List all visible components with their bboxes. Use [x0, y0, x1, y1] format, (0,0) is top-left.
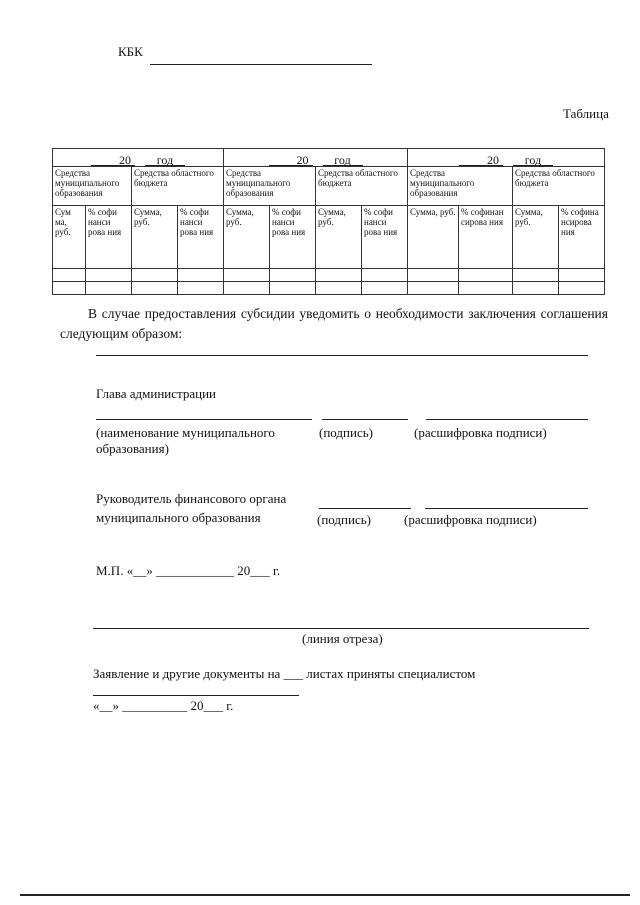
source-cell: Средства муниципального образования [408, 167, 513, 206]
table-cell[interactable] [408, 282, 459, 295]
table-cell[interactable] [459, 269, 513, 282]
head-admin-caption-name: (наименование муниципального образования) [96, 425, 275, 456]
notice-answer-field[interactable] [96, 355, 588, 356]
table-cell[interactable] [53, 282, 86, 295]
table-cell[interactable] [178, 269, 224, 282]
table-cell[interactable] [270, 282, 316, 295]
source-cell: Средства областного бюджета [316, 167, 408, 206]
cut-line-label: (линия отреза) [302, 631, 383, 646]
head-admin-decode-field[interactable] [426, 419, 588, 420]
source-cell: Средства областного бюджета [513, 167, 605, 206]
subheader-cell: % софи нанси рова ния [270, 206, 316, 269]
received-date: «__» __________ 20___ г. [93, 698, 234, 713]
subheader-cell: % софи нанси рова ния [362, 206, 408, 269]
source-cell: Средства муниципального образования [224, 167, 316, 206]
table-cell[interactable] [362, 269, 408, 282]
data-row [53, 269, 605, 282]
table-cell[interactable] [362, 282, 408, 295]
head-admin-name-field[interactable] [96, 419, 312, 420]
subheader-cell: Сумма, руб. [132, 206, 178, 269]
table-cell[interactable] [408, 269, 459, 282]
received-text: Заявление и другие документы на ___ листах приняты специалистом [93, 666, 476, 681]
source-cell: Средства муниципального образования [53, 167, 132, 206]
table-cell[interactable] [316, 282, 362, 295]
head-admin-caption-sign: (подпись) [319, 425, 373, 440]
table-cell[interactable] [559, 269, 605, 282]
table-cell[interactable] [86, 269, 132, 282]
year-cell-2: 20 год [224, 149, 408, 167]
subheader-cell: Сум ма, руб. [53, 206, 86, 269]
source-cell: Средства областного бюджета [132, 167, 224, 206]
table-cell[interactable] [316, 269, 362, 282]
cut-line [93, 628, 589, 629]
kbk-field[interactable] [150, 64, 372, 65]
table-cell[interactable] [224, 282, 270, 295]
head-admin-title: Глава администрации [96, 386, 217, 401]
year-cell-3: 20 год [408, 149, 605, 167]
specialist-field[interactable] [93, 695, 299, 696]
finance-head-caption-decode: (расшифровка подписи) [404, 512, 537, 527]
table-cell[interactable] [224, 269, 270, 282]
footer-rule [20, 894, 630, 896]
subheader-cell: % софи нанси рова ния [86, 206, 132, 269]
finance-head-caption-sign: (подпись) [317, 512, 371, 527]
notice-text: В случае предоставления субсидии уведомить о необходимости заключения соглашения следующим образом: [60, 306, 608, 341]
subheader-cell: % софи нанси рова ния [178, 206, 224, 269]
head-admin-caption-decode: (расшифровка подписи) [414, 425, 547, 440]
table-cell[interactable] [270, 269, 316, 282]
head-admin-sign-field[interactable] [322, 419, 408, 420]
subheader-row [53, 206, 605, 269]
table-cell[interactable] [459, 282, 513, 295]
table-cell[interactable] [53, 269, 86, 282]
table-cell[interactable] [132, 282, 178, 295]
table-cell[interactable] [513, 282, 559, 295]
stamp-line: М.П. «__» ____________ 20___ г. [96, 563, 281, 578]
table-caption: Таблица [563, 106, 609, 121]
finance-head-line1: Руководитель финансового органа [96, 491, 287, 506]
funding-table [52, 148, 605, 295]
subheader-cell: % софинан сирова ния [459, 206, 513, 269]
table-cell[interactable] [559, 282, 605, 295]
subheader-cell: Сумма, руб. [224, 206, 270, 269]
kbk-label: КБК [118, 44, 143, 59]
year-cell-1: 20 год [53, 149, 224, 167]
finance-head-sign-field[interactable] [319, 508, 411, 509]
table-cell[interactable] [513, 269, 559, 282]
data-row [53, 282, 605, 295]
table-cell[interactable] [86, 282, 132, 295]
table-cell[interactable] [132, 269, 178, 282]
finance-head-line2: муниципального образования [96, 510, 261, 525]
subheader-cell: Сумма, руб. [513, 206, 559, 269]
year-row [53, 149, 605, 167]
source-row [53, 167, 605, 206]
table-cell[interactable] [178, 282, 224, 295]
subheader-cell: Сумма, руб. [316, 206, 362, 269]
finance-head-decode-field[interactable] [425, 508, 588, 509]
subheader-cell: Сумма, руб. [408, 206, 459, 269]
subheader-cell: % софина нсирова ния [559, 206, 605, 269]
